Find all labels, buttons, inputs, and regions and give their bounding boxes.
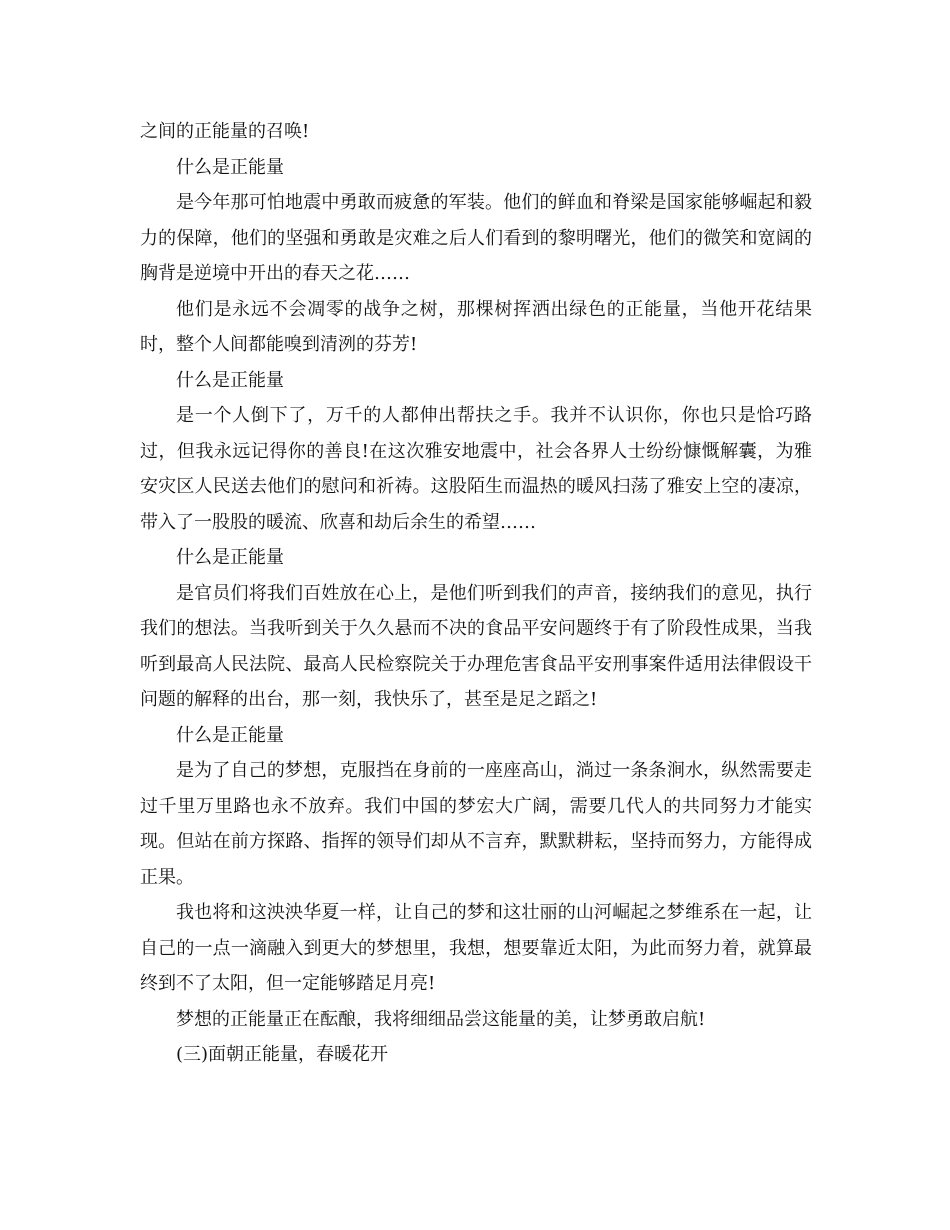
paragraph: 他们是永远不会凋零的战争之树，那棵树挥洒出绿色的正能量，当他开花结果时，整个人间都能嗅到清洌的芬芳! xyxy=(140,298,812,355)
paragraph-continuation: 之间的正能量的召唤! xyxy=(140,121,310,142)
section-heading: 什么是正能量 xyxy=(176,724,284,746)
document-body xyxy=(140,114,812,1073)
paragraph: 是为了自己的梦想，克服挡在身前的一座座高山，淌过一条条涧水，纵然需要走过千里万里路也永不放弃。我们中国的梦宏大广阔，需要几代人的共同努力才能实现。但站在前方探路、指挥的领导们却从不言弃，默默耕耘，坚持而努力，方能得成正果。 xyxy=(140,760,812,888)
subsection-title: (三)面朝正能量，春暖花开 xyxy=(176,1044,389,1065)
section-heading: 什么是正能量 xyxy=(176,547,284,568)
paragraph: 是官员们将我们百姓放在心上，是他们听到我们的声音，接纳我们的意见，执行我们的想法。当我听到关于久久悬而不决的食品平安问题终于有了阶段性成果，当我听到最高人民法院、最高人民检察院关于办理危害食品平安刑事案件适用法律假设干问题的解释的出台，那一刻，我快乐了，甚至是足之蹈之! xyxy=(140,582,812,710)
paragraph: 是一个人倒下了，万千的人都伸出帮扶之手。我并不认识你，你也只是恰巧路过，但我永远记得你的善良!在这次雅安地震中，社会各界人士纷纷慷慨解囊，为雅安灾区人民送去他们的慰问和祈祷。这股陌生而温热的暖风扫荡了雅安上空的凄凉，带入了一股股的暖流、欣喜和劫后余生的希望…… xyxy=(140,405,812,533)
paragraph: 我也将和这泱泱华夏一样，让自己的梦和这壮丽的山河崛起之梦维系在一起，让自己的一点一滴融入到更大的梦想里，我想，想要靠近太阳，为此而努力着，就算最终到不了太阳，但一定能够踏足月亮! xyxy=(140,902,812,994)
section-heading: 什么是正能量 xyxy=(176,156,284,178)
paragraph: 是今年那可怕地震中勇敢而疲惫的军装。他们的鲜血和脊梁是国家能够崛起和毅力的保障，他们的坚强和勇敢是灾难之后人们看到的黎明曙光，他们的微笑和宽阔的胸背是逆境中开出的春天之花…… xyxy=(140,192,812,284)
paragraph: 梦想的正能量正在酝酿，我将细细品尝这能量的美，让梦勇敢启航! xyxy=(176,1008,706,1030)
section-heading: 什么是正能量 xyxy=(176,369,284,391)
